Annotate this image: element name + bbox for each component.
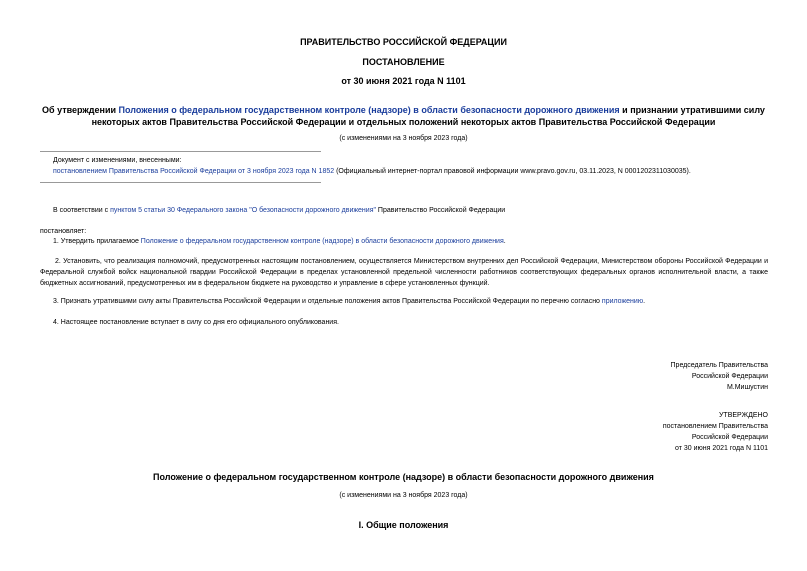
- government-heading: ПРАВИТЕЛЬСТВО РОССИЙСКОЙ ФЕДЕРАЦИИ: [300, 37, 507, 47]
- resolves-label: постановляет:: [40, 228, 87, 235]
- item-3: [53, 296, 768, 307]
- title-regulation-link[interactable]: Положения о федеральном государственном контроле (надзоре) в области безопасности дорожного движения: [118, 105, 620, 115]
- regulation-title: Положение о федеральном государственном контроле (надзоре) в области безопасности дорожного движения: [153, 472, 654, 482]
- item-4: 4. Настоящее постановление вступает в силу со дня его официального опубликования.: [53, 319, 339, 326]
- approval-date: от 30 июня 2021 года N 1101: [674, 445, 768, 452]
- bottom-divider: [40, 182, 321, 183]
- item-1-prefix: 1. Утвердить прилагаемое: [53, 238, 141, 245]
- changes-block: [53, 155, 768, 177]
- approval-label: УТВЕРЖДЕНО: [718, 412, 768, 419]
- federal-law-link[interactable]: пунктом 5 статьи 30 Федерального закона "О безопасности дорожного движения": [110, 207, 376, 214]
- amendment-note: (с изменениями на 3 ноября 2023 года): [339, 135, 468, 142]
- signature-country: Российской Федерации: [691, 373, 768, 380]
- changes-source: (Официальный интернет-портал правовой информации www.pravo.gov.ru, 03.11.2023, N 0001202311030035).: [334, 168, 691, 175]
- approval-by: постановлением Правительства: [662, 423, 768, 430]
- document-date-number: от 30 июня 2021 года N 1101: [341, 76, 466, 86]
- item-2: 2. Установить, что реализация полномочий, предусмотренных настоящим постановлением, осуществляется Министерством внутренних дел Российской Федерации, Министерством обороны Российской Федерации и Федеральной службой войск национальной гвардии Российской Федерации в пределах установленной предельной численности работников соответствующих федеральных органов исполнительной власти, а также бюджетных ассигнований, предусмотренных им в федеральном бюджете на руководство и управление в сфере установленных функций.: [40, 258, 768, 287]
- amending-resolution-link[interactable]: постановлением Правительства Российской Федерации от 3 ноября 2023 года N 1852: [53, 168, 335, 175]
- appendix-link[interactable]: приложению: [601, 298, 644, 305]
- item-3-suffix: .: [643, 298, 646, 305]
- regulation-link[interactable]: Положение о федеральном государственном контроле (надзоре) в области безопасности дорожного движения: [140, 238, 504, 245]
- title-suffix: и признании утратившими силу некоторых актов Правительства Российской Федерации и отдельных положений некоторых актов Правительства Российской Федерации: [91, 105, 765, 127]
- preamble: [53, 205, 768, 216]
- document-type-heading: ПОСТАНОВЛЕНИЕ: [362, 57, 445, 67]
- item-3-prefix: 3. Признать утратившими силу акты Правительства Российской Федерации и отдельные положения актов Правительства Российской Федерации по перечню согласно: [53, 298, 602, 305]
- item-1: [53, 236, 768, 247]
- preamble-suffix: Правительство Российской Федерации: [375, 207, 506, 214]
- document-title: [28, 104, 779, 128]
- title-prefix: Об утверждении: [42, 105, 119, 115]
- item-1-suffix: .: [503, 238, 506, 245]
- approval-block: [663, 410, 768, 454]
- regulation-amendment-note: (с изменениями на 3 ноября 2023 года): [339, 492, 468, 499]
- changes-line: [53, 166, 768, 177]
- top-divider: [40, 151, 321, 152]
- approval-country: Российской Федерации: [691, 434, 768, 441]
- changes-intro: Документ с изменениями, внесенными:: [53, 157, 182, 164]
- preamble-prefix: В соответствии с: [53, 207, 111, 214]
- signature-position: Председатель Правительства: [670, 362, 768, 369]
- signature-block: [671, 360, 768, 393]
- signature-name: М.Мишустин: [726, 384, 768, 391]
- section-title: I. Общие положения: [358, 520, 449, 530]
